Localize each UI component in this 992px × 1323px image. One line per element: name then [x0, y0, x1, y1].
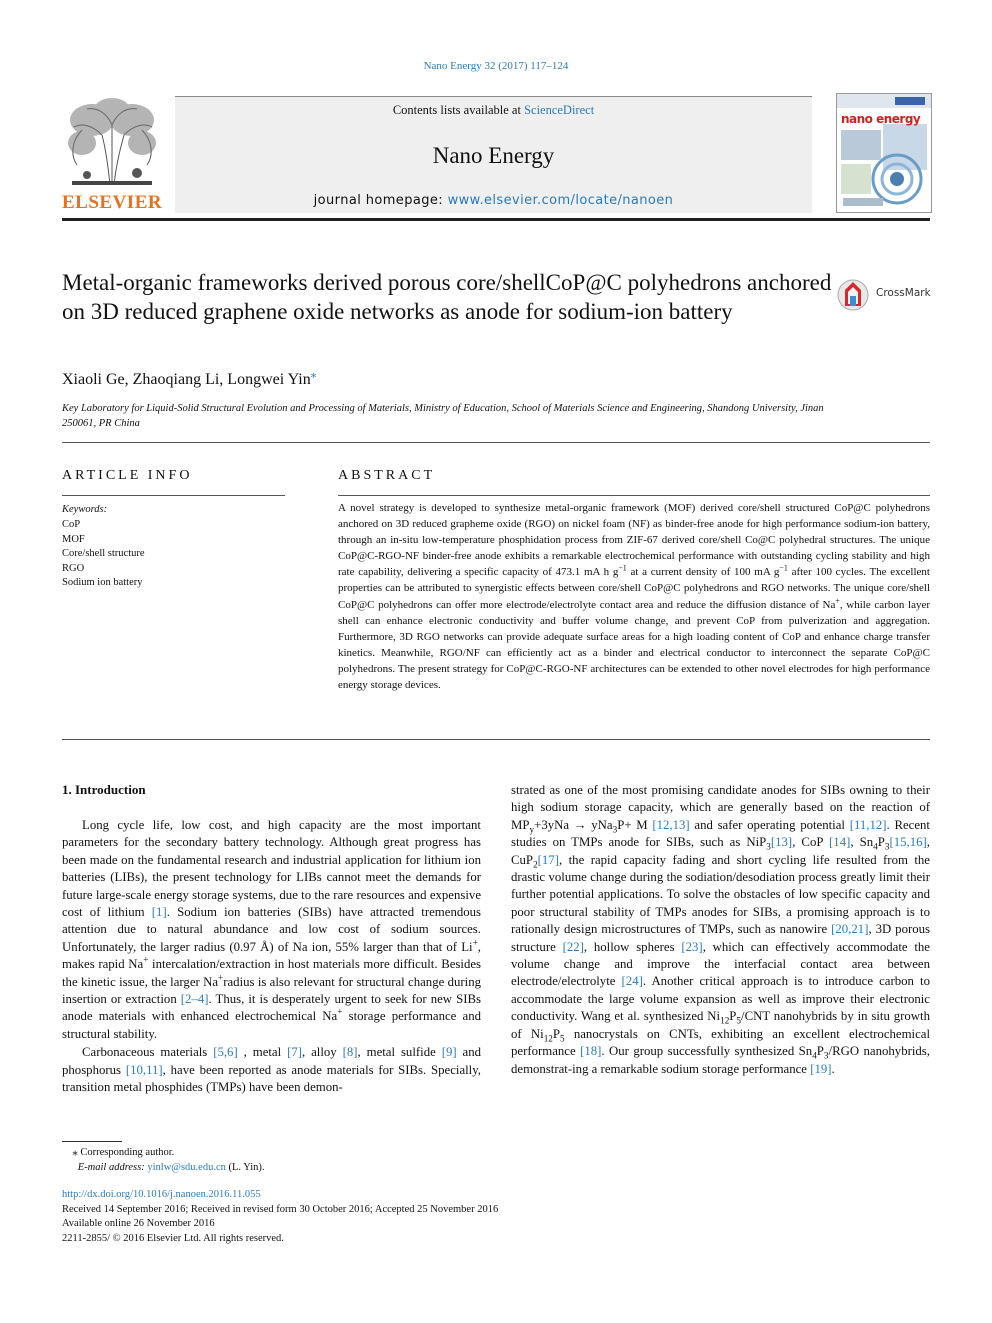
doi-link[interactable]: http://dx.doi.org/10.1016/j.nanoen.2016.11.055 [62, 1189, 261, 1200]
footnote-block [62, 1146, 265, 1175]
ref-link[interactable]: [7] [287, 1045, 302, 1060]
article-title: Metal-organic frameworks derived porous core/shellCoP@C polyhedrons anchored on 3D reduced graphene oxide networks as anode for sodium-ion battery [62, 270, 832, 324]
sciencedirect-link[interactable]: ScienceDirect [524, 103, 595, 117]
body-right-column [511, 782, 930, 1078]
crossmark-icon [836, 278, 872, 312]
intro-paragraph-3: strated as one of the most promising candidate anodes for SIBs owning to their high sodium storage capacity, which are generally based on the reaction of $MP_y+3yNa \to yNa_3P+ M$ [12,13] and safer operating potential [11,12]. Recent studies on TMPs anode for SIBs, such as NiP$_3$[13], CoP [14], $Sn_4P_3[15,16]$, CuP$_2$[17], the rapid capacity fading and short cycling life resulted from the drastic volume change during the sodiation/desodiation process greatly limit their further potential applications. To solve the obstacles of low specific capacity and poor structural stability of TMPs anodes for SIBs, a promising approach is to rationally design microstructures of TMPs, such as nanowire [20,21], 3D porous structure [22], hollow spheres [23], which can effectively accommodate the volume change and improve the interfacial contact area between electrode/electrolyte [24]. Another critical approach is to introduce carbon to accommodate the large volume expansion as well as improve their electronic conductivity. Wang et al. synthesized $Ni_{12}P_5$/CNT nanohybrids by in situ growth of $Ni_{12}P_5$ nanocrystals on CNTs, exhibiting an excellent electrochemical performance [18]. Our group successfully synthesized $Sn_4P_3$/RGO nanohybrids, demonstrat-ing a remarkable sodium storage performance [19]. [511, 783, 931, 1076]
footnote-mark: ⁎ [72, 1147, 78, 1158]
email-footnote [62, 1161, 265, 1176]
ref-link[interactable]: [11,12] [849, 817, 887, 832]
journal-citation[interactable]: Nano Energy 32 (2017) 117–124 [423, 60, 569, 72]
available-online: Available online 26 November 2016 [62, 1218, 215, 1229]
journal-title: Nano Energy [432, 143, 555, 168]
abstract-body: A novel strategy is developed to synthesize metal-organic framework (MOF) derived core/shell structured CoP@C polyhedrons anchored on 3D reduced grapheme oxide (RGO) on nickel foam (NF) as binder-free anode for high performance sodium-ion battery, through an in-situ low-temperature phosphidation process from ZIF-67 derived core/shell Co@C polyhedral structures. The unique CoP@C-RGO-NF binder-free anode exhibits a remarkable electrochemical performance with outstanding cycling stability and high rate capability, delivering a specific capacity of 473.1 mA h $g^{-1}$ at a current density of 100 mA $g^{-1}$ after 100 cycles. The excellent properties can be attributed to synergistic effects between core/shell CoP@C polyhedrons and RGO networks. The unique core/shell CoP@C polyhedrons can offer more electrode/electrolyte contact area and reduce the diffusion distance of Na+, while carbon layer shell can enhance electronic conductivity and buffer volume change, and prevent CoP from pulverization and aggregation. Furthermore, 3D RGO networks can provide adequate surface areas for a high loading content of CoP and enhance charge transfer kinetics. Meanwhile, RGO/NF can efficiently act as a binder and electrical conductor to interconnect the separate CoP@C polyhedrons. The present strategy for CoP@C-RGO-NF architectures can be extended to other novel electrodes for high performance energy storage devices. [338, 502, 930, 692]
ref-link[interactable]: [13] [770, 835, 793, 850]
ref-link[interactable]: [9] [441, 1045, 457, 1060]
ref-link[interactable]: [12,13] [652, 817, 690, 832]
ref-link[interactable]: [14] [829, 835, 851, 850]
ref-link[interactable]: [10,11] [125, 1062, 163, 1077]
abstract-rule [338, 495, 930, 496]
corresponding-author-note: Corresponding author. [80, 1147, 175, 1158]
ref-link[interactable]: [24] [621, 974, 643, 989]
intro-paragraph-2: Carbonaceous materials [5,6] , metal [7], alloy [8], metal sulfide [9] and phosphorus [10,11], have been reported as anode materials for SIBs. Specially, transition metal phosphides (TMPs) have been demon- [62, 1045, 482, 1095]
email-suffix: (L. Yin). [225, 1161, 265, 1173]
affiliation: Key Laboratory for Liquid-Solid Structural Evolution and Processing of Materials, Ministry of Education, School of Materials Science and Engineering, Shandong University, Jinan 250061, PR China [62, 403, 824, 429]
keyword-item: Sodium ion battery [62, 577, 143, 588]
ref-link[interactable]: [15,16] [889, 835, 927, 850]
keyword-item: Core/shell structure [62, 548, 145, 559]
keyword-item: RGO [62, 562, 85, 574]
footnote-rule [62, 1141, 122, 1142]
elsevier-wordmark: ELSEVIER [62, 192, 163, 213]
homepage-link[interactable]: www.elsevier.com/locate/nanoen [447, 193, 674, 208]
keyword-list [62, 518, 145, 591]
contents-line [175, 103, 812, 118]
journal-banner [175, 96, 812, 213]
article-info-heading: ARTICLE INFO [62, 468, 193, 483]
ref-link[interactable]: [22] [562, 939, 584, 954]
email-link[interactable]: yinlw@sdu.edu.cn [147, 1161, 226, 1173]
ref-link[interactable]: [2–4] [180, 992, 209, 1007]
journal-homepage [175, 193, 812, 208]
article-info-rule [62, 495, 285, 496]
contents-prefix: Contents lists available at [392, 103, 525, 117]
copyright: 2211-2855/ © 2016 Elsevier Ltd. All rights reserved. [62, 1232, 284, 1244]
keyword-item: MOF [62, 533, 85, 545]
cover-title: nano energy [841, 112, 921, 126]
ref-link[interactable]: [19] [810, 1061, 832, 1076]
introduction-heading: 1. Introduction [62, 782, 146, 797]
crossmark-label: CrossMark [876, 287, 931, 299]
received-dates: Received 14 September 2016; Received in revised form 30 October 2016; Accepted 25 November 2016 [62, 1203, 499, 1215]
affiliation-rule [62, 442, 930, 443]
keyword-item: CoP [62, 519, 81, 530]
authors-text: Xiaoli Ge, Zhaoqiang Li, Longwei Yin [62, 371, 311, 388]
ref-link[interactable]: [20,21] [831, 922, 869, 937]
abstract-heading: ABSTRACT [338, 468, 436, 483]
header-rule [62, 218, 930, 221]
keywords-label: Keywords: [62, 504, 108, 515]
homepage-prefix: journal homepage: [313, 193, 448, 208]
abstract-bottom-rule [62, 739, 930, 740]
author-list [62, 368, 317, 389]
email-label: E-mail address: [77, 1161, 148, 1173]
ref-link[interactable]: [17] [537, 852, 559, 867]
corresponding-footnote [62, 1146, 265, 1161]
ref-link[interactable]: [23] [681, 939, 703, 954]
ref-link[interactable]: [18] [580, 1044, 602, 1059]
ref-link[interactable]: [8] [342, 1045, 358, 1060]
body-left-column [62, 817, 481, 1097]
ref-link[interactable]: [1] [151, 905, 167, 920]
corresponding-author-mark[interactable]: ⁎ [310, 368, 317, 381]
journal-cover-image[interactable] [836, 93, 932, 213]
ref-link[interactable]: [5,6] [213, 1045, 238, 1060]
publication-info [62, 1188, 498, 1246]
intro-paragraph-1: Long cycle life, low cost, and high capacity are the most important parameters for the secondary battery technology. Although great progress has been made on the fundamental research and industrial application for lithium ion batteries (LIBs), the present technology for LIBs cannot meet the demands for future large-scale energy storage systems, due to the rare resources and expensive cost of lithium [1]. Sodium ion batteries (SIBs) have attracted tremendous attention due to natural abundance and low cost of sodium sources. Unfortunately, the larger radius (0.97 Å) of Na ion, 55% larger than that of Li+, makes rapid Na+ intercalation/extraction in host materials more difficult. Besides the kinetic issue, the larger Na+radius is also relevant for structural change during insertion or extraction [2–4]. Thus, it is desperately urgent to seek for new SIBs anode materials with enhanced electrochemical Na+ storage performance and structural stability. [62, 818, 482, 1041]
crossmark-badge[interactable] [836, 278, 936, 312]
